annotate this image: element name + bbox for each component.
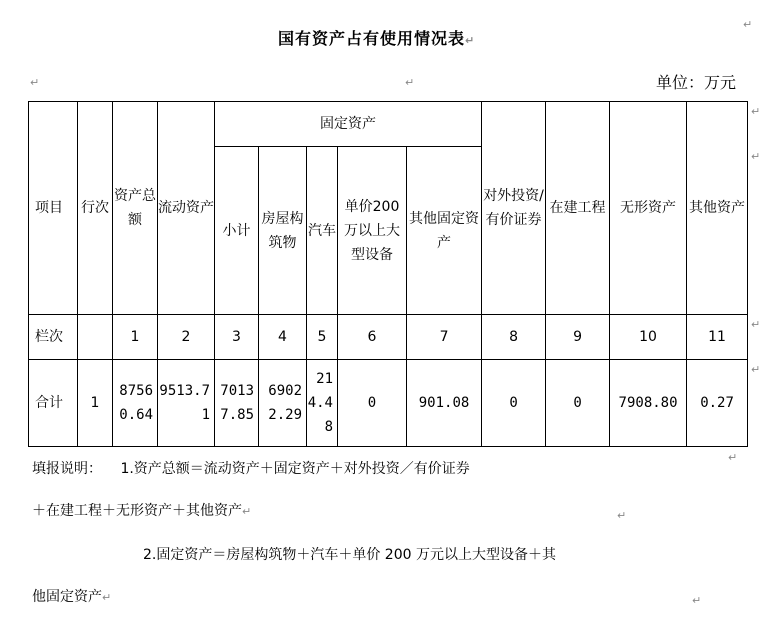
notes-text-2: ＋在建工程＋无形资产＋其他资产 — [32, 503, 242, 519]
notes-label: 填报说明： — [32, 461, 102, 477]
page-title — [278, 26, 475, 49]
asset-table — [28, 101, 748, 447]
column-number: 6 — [338, 315, 407, 360]
notes-text-4: 他固定资产 — [32, 589, 102, 605]
notes-line-3 — [143, 544, 556, 564]
paragraph-mark-icon: ↵ — [751, 363, 761, 376]
total-intangible: 7908.80 — [610, 360, 687, 447]
total-total-assets: 87560.64 — [113, 360, 158, 447]
notes-text-3: 2.固定资产＝房屋构筑物＋汽车＋单价 200 万元以上大型设备＋其 — [143, 547, 556, 563]
paragraph-mark-icon: ↵ — [751, 150, 761, 163]
total-buildings: 69022.29 — [259, 360, 307, 447]
title-text: 国有资产占有使用情况表 — [278, 29, 466, 48]
header-current-assets: 流动资产 — [158, 102, 215, 315]
header-construction: 在建工程 — [546, 102, 610, 315]
column-number: 11 — [687, 315, 748, 360]
header-vehicles: 汽车 — [307, 147, 338, 315]
header-other-assets: 其他资产 — [687, 102, 748, 315]
total-large-equipment: 0 — [338, 360, 407, 447]
column-number: 10 — [610, 315, 687, 360]
header-total-assets: 资产总额 — [113, 102, 158, 315]
column-number: 8 — [482, 315, 546, 360]
notes-text-1: 1.资产总额＝流动资产＋固定资产＋对外投资／有价证券 — [120, 461, 470, 477]
paragraph-mark-icon: ↵ — [728, 451, 738, 464]
header-other-fixed: 其他固定资产 — [407, 147, 482, 315]
notes-line-1 — [32, 458, 470, 478]
header-row-1 — [29, 102, 748, 147]
notes-line-4 — [32, 586, 111, 606]
header-item: 项目 — [29, 102, 78, 315]
unit-label: 单位：万元 — [656, 73, 737, 92]
column-number: 9 — [546, 315, 610, 360]
header-large-equipment: 单价200万以上大型设备 — [338, 147, 407, 315]
paragraph-mark-icon: ↵ — [617, 509, 627, 522]
column-number: 1 — [113, 315, 158, 360]
header-row-no: 行次 — [78, 102, 113, 315]
column-number-blank — [78, 315, 113, 360]
total-other-assets: 0.27 — [687, 360, 748, 447]
total-fixed-subtotal: 70137.85 — [215, 360, 259, 447]
notes-line-2 — [32, 500, 251, 520]
total-current-assets: 9513.71 — [158, 360, 215, 447]
paragraph-mark-icon: ↵ — [242, 505, 252, 518]
paragraph-mark-icon: ↵ — [405, 76, 415, 89]
paragraph-mark-icon: ↵ — [30, 76, 40, 89]
total-row — [29, 360, 748, 447]
column-number: 5 — [307, 315, 338, 360]
header-intangible: 无形资产 — [610, 102, 687, 315]
paragraph-mark-icon: ↵ — [743, 18, 753, 31]
total-investments: 0 — [482, 360, 546, 447]
column-number-row — [29, 315, 748, 360]
paragraph-mark-icon: ↵ — [102, 591, 112, 604]
column-number: 7 — [407, 315, 482, 360]
total-vehicles: 214.48 — [307, 360, 338, 447]
column-number: 2 — [158, 315, 215, 360]
column-number: 3 — [215, 315, 259, 360]
total-label: 合计 — [29, 360, 78, 447]
paragraph-mark-icon: ↵ — [692, 594, 702, 607]
paragraph-mark-icon: ↵ — [465, 34, 476, 47]
column-number-label: 栏次 — [29, 315, 78, 360]
total-row-no: 1 — [78, 360, 113, 447]
header-buildings: 房屋构筑物 — [259, 147, 307, 315]
total-construction: 0 — [546, 360, 610, 447]
total-other-fixed: 901.08 — [407, 360, 482, 447]
paragraph-mark-icon: ↵ — [751, 105, 761, 118]
paragraph-mark-icon: ↵ — [751, 318, 761, 331]
column-number: 4 — [259, 315, 307, 360]
header-investments: 对外投资/有价证券 — [482, 102, 546, 315]
header-fixed-subtotal: 小计 — [215, 147, 259, 315]
header-fixed-assets: 固定资产 — [215, 102, 482, 147]
